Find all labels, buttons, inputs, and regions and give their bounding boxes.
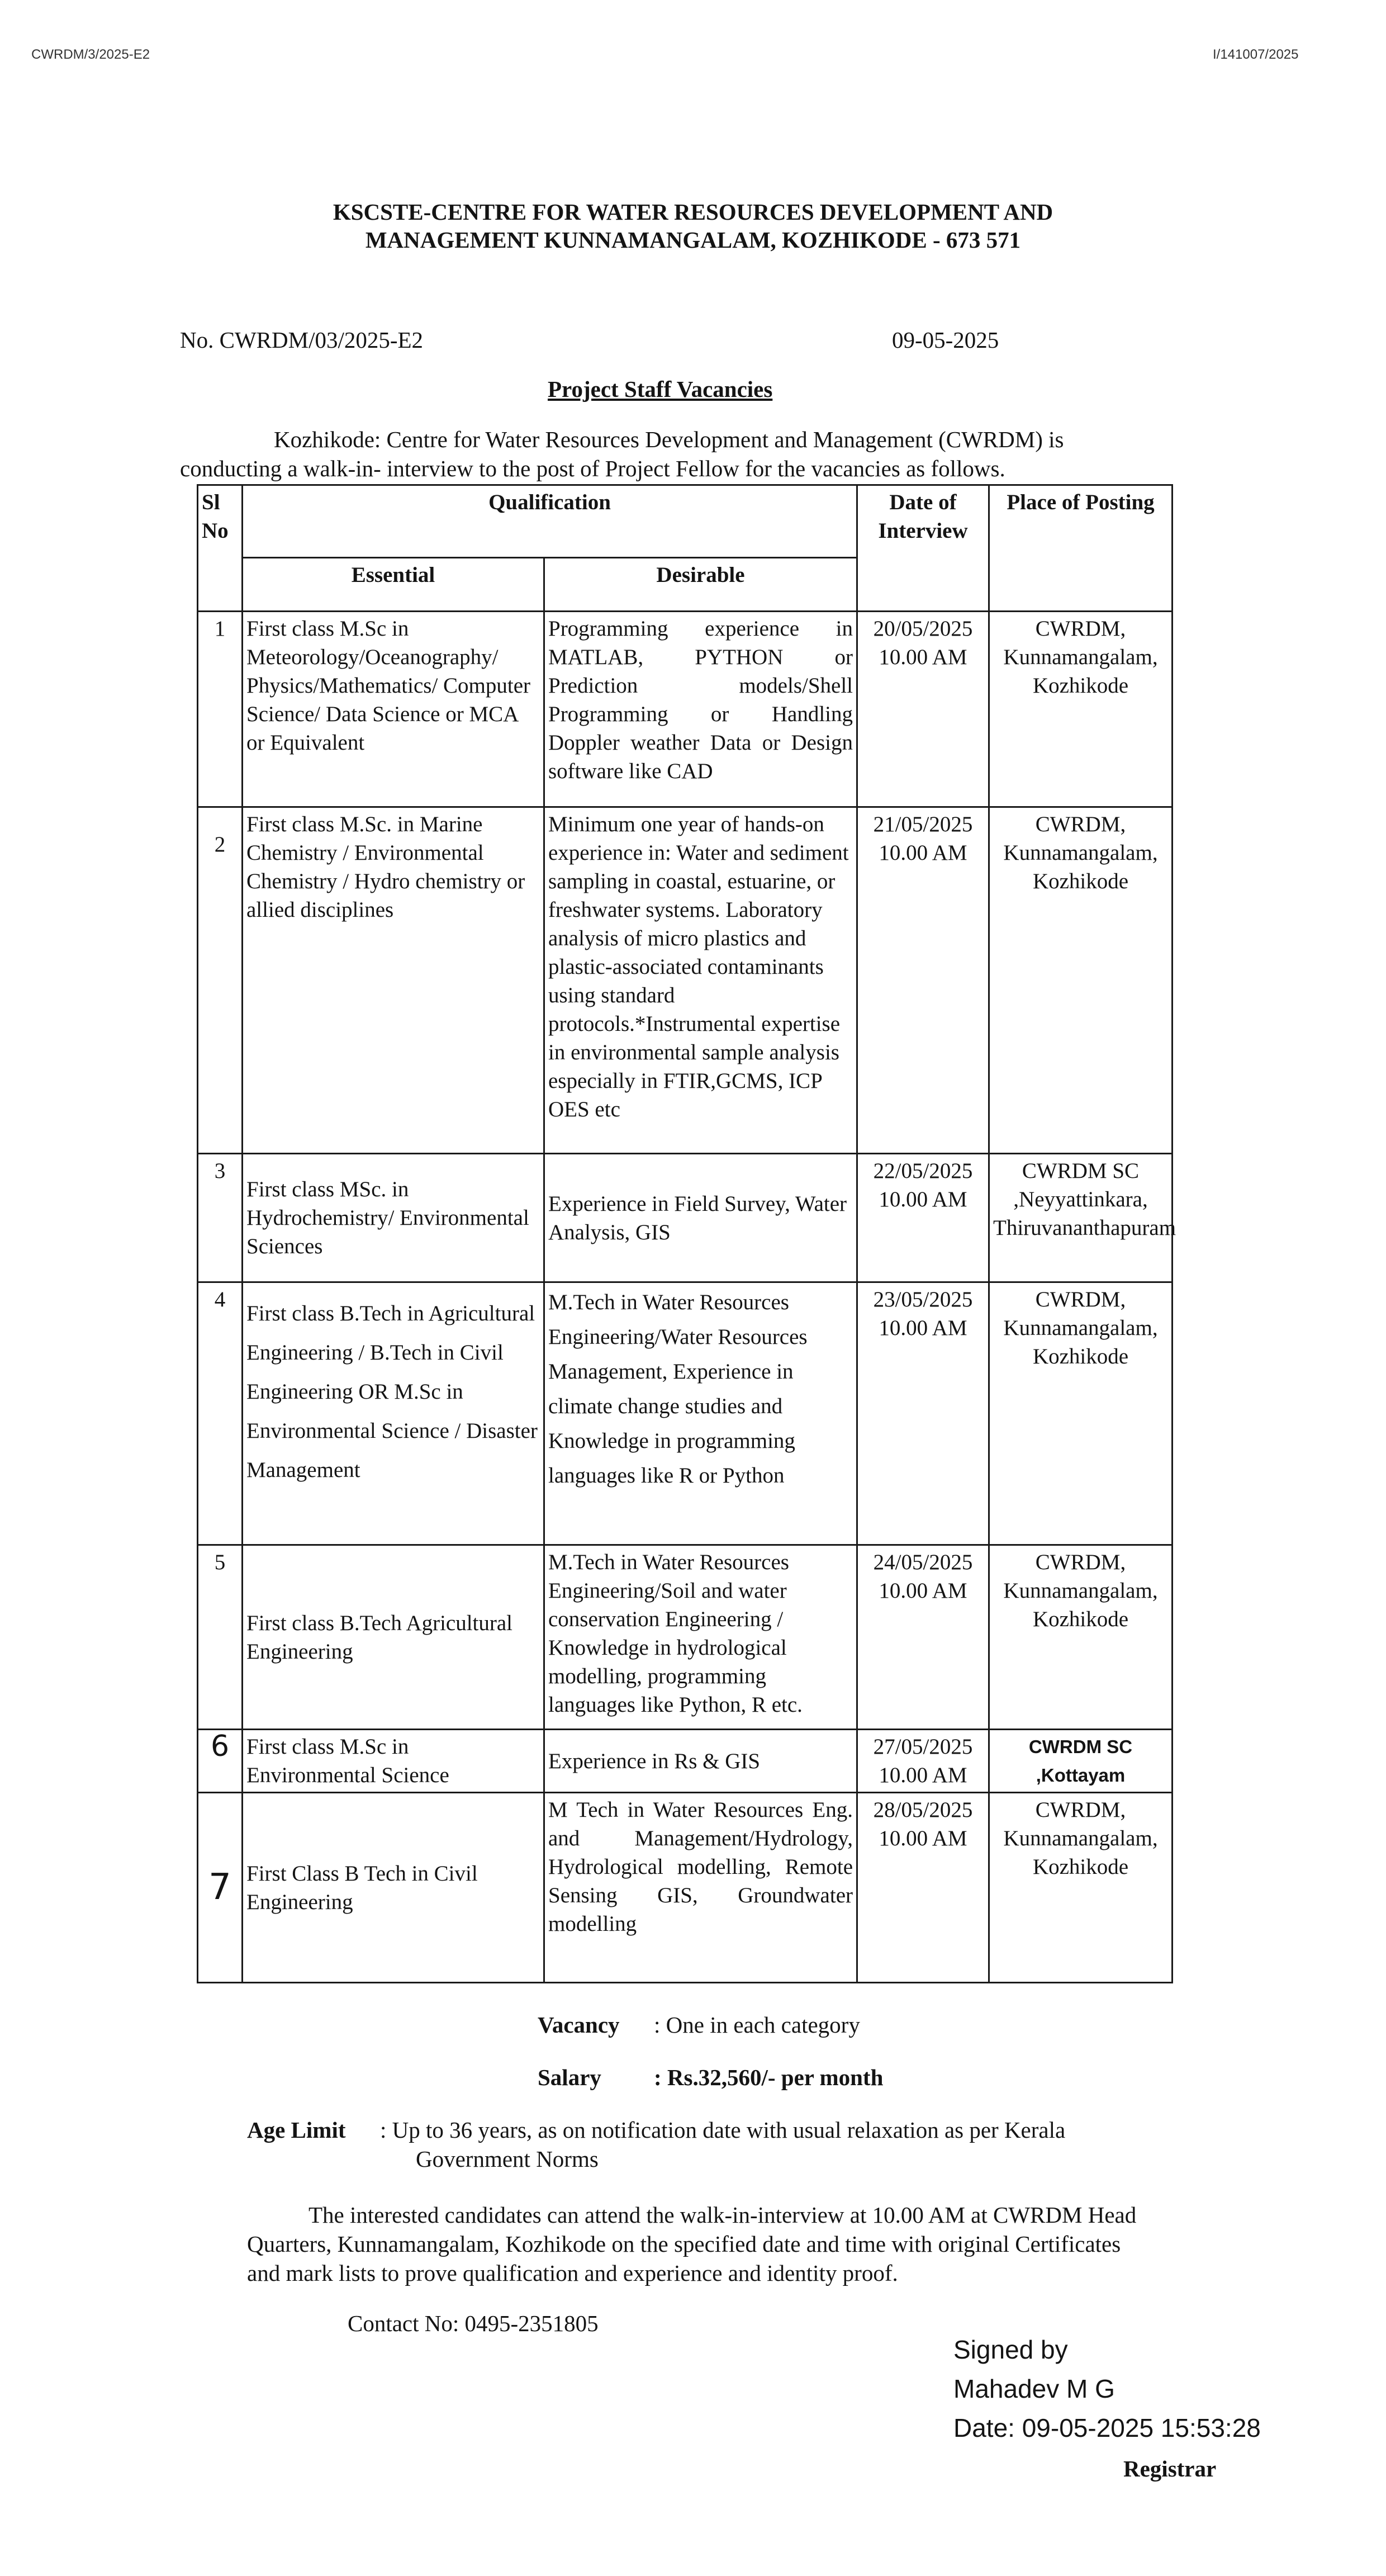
row-time-value: 10.00 AM xyxy=(879,1763,967,1787)
header-date-of-interview: Date of Interview xyxy=(857,485,989,612)
row-time-value: 10.00 AM xyxy=(879,841,967,865)
closing-line-2: Quarters, Kunnamangalam, Kozhikode on the specified date and time with original Certificates xyxy=(247,2231,1121,2257)
row-desirable: M.Tech in Water Resources Engineering/Water Resources Management, Experience in climate change studies and Knowledge in programming languages like R or Python xyxy=(544,1282,857,1545)
row-date xyxy=(857,1282,989,1545)
header-desirable: Desirable xyxy=(544,558,857,612)
header-essential: Essential xyxy=(243,558,544,612)
row-date-value: 24/05/2025 xyxy=(873,1550,973,1574)
row-time-value: 10.00 AM xyxy=(879,1579,967,1603)
subject-heading: Project Staff Vacancies xyxy=(548,376,773,402)
table-row xyxy=(198,1545,1173,1730)
header-sl-no: Sl No xyxy=(198,485,243,612)
row-desirable: M Tech in Water Resources Eng. and Management/Hydrology, Hydrological modelling, Remote Sensing GIS, Groundwater modelling xyxy=(544,1793,857,1983)
row-date xyxy=(857,612,989,807)
signature-date: Date: 09-05-2025 15:53:28 xyxy=(953,2413,1261,2442)
row-date-value: 23/05/2025 xyxy=(873,1287,973,1311)
closing-line-1: The interested candidates can attend the walk-in-interview at 10.00 AM at CWRDM Head xyxy=(308,2202,1137,2228)
signature-name: Mahadev M G xyxy=(953,2374,1115,2403)
age-limit-value-line1: : Up to 36 years, as on notification date with usual relaxation as per Kerala xyxy=(380,2117,1066,2143)
row-desirable: Programming experience in MATLAB, PYTHON or Prediction models/Shell Programming or Handling Doppler weather Data or Design software like CAD xyxy=(544,612,857,807)
row-sl: 6 xyxy=(198,1730,243,1793)
row-sl: 3 xyxy=(198,1154,243,1282)
reference-date: 09-05-2025 xyxy=(892,327,999,353)
row-date-value: 20/05/2025 xyxy=(873,617,973,641)
row-desirable: Experience in Rs & GIS xyxy=(544,1730,857,1793)
row-desirable: M.Tech in Water Resources Engineering/Soil and water conservation Engineering / Knowledge in hydrological modelling, programming languages like Python, R etc. xyxy=(544,1545,857,1730)
row-desirable: Experience in Field Survey, Water Analysis, GIS xyxy=(544,1154,857,1282)
contact-number: Contact No: 0495-2351805 xyxy=(348,2310,599,2336)
row-place: CWRDM, Kunnamangalam, Kozhikode xyxy=(989,1545,1173,1730)
row-date-value: 27/05/2025 xyxy=(873,1735,973,1759)
row-place: CWRDM, Kunnamangalam, Kozhikode xyxy=(989,612,1173,807)
table-row xyxy=(198,807,1173,1154)
header-qualification: Qualification xyxy=(243,485,857,558)
row-sl: 2 xyxy=(198,807,243,1154)
row-date-value: 28/05/2025 xyxy=(873,1798,973,1822)
row-date-value: 22/05/2025 xyxy=(873,1159,973,1183)
row-place: CWRDM, Kunnamangalam, Kozhikode xyxy=(989,807,1173,1154)
salary-value: : Rs.32,560/- per month xyxy=(654,2064,884,2090)
row-sl: 1 xyxy=(198,612,243,807)
vacancy-label: Vacancy xyxy=(538,2012,620,2038)
row-place: CWRDM SC ,Neyyattinkara, Thiruvananthapuram xyxy=(989,1154,1173,1282)
row-essential: First class M.Sc in Meteorology/Oceanography/ Physics/Mathematics/ Computer Science/ Data Science or MCA or Equivalent xyxy=(243,612,544,807)
row-essential: First class M.Sc in Environmental Science xyxy=(243,1730,544,1793)
row-essential: First Class B Tech in Civil Engineering xyxy=(243,1793,544,1983)
signature-line-1: Signed by xyxy=(953,2335,1068,2364)
table-row xyxy=(198,1730,1173,1793)
intro-line-1: Kozhikode: Centre for Water Resources Development and Management (CWRDM) is xyxy=(274,427,1064,452)
row-sl: 5 xyxy=(198,1545,243,1730)
row-essential: First class M.Sc. in Marine Chemistry / Environmental Chemistry / Hydro chemistry or allied disciplines xyxy=(243,807,544,1154)
table-row xyxy=(198,1793,1173,1983)
row-sl: 4 xyxy=(198,1282,243,1545)
file-ref-left: CWRDM/3/2025-E2 xyxy=(31,47,150,62)
age-limit-value-line2: Government Norms xyxy=(416,2146,599,2172)
institution-title-line2: MANAGEMENT KUNNAMANGALAM, KOZHIKODE - 673 571 xyxy=(365,227,1021,253)
row-date-value: 21/05/2025 xyxy=(873,812,973,836)
row-desirable: Minimum one year of hands-on experience in: Water and sediment sampling in coastal, estuarine, or freshwater systems. Laboratory analysis of micro plastics and plastic-associated contaminants using standard protocols.*Instrumental expertise in environmental sample analysis especially in FTIR,GCMS, ICP OES etc xyxy=(544,807,857,1154)
table-row xyxy=(198,1282,1173,1545)
table-row xyxy=(198,1154,1173,1282)
row-essential: First class MSc. in Hydrochemistry/ Environmental Sciences xyxy=(243,1154,544,1282)
reference-number: No. CWRDM/03/2025-E2 xyxy=(180,327,424,353)
institution-title-line1: KSCSTE-CENTRE FOR WATER RESOURCES DEVELOPMENT AND xyxy=(333,199,1053,225)
row-date xyxy=(857,1730,989,1793)
row-time-value: 10.00 AM xyxy=(879,645,967,669)
row-place: CWRDM, Kunnamangalam, Kozhikode xyxy=(989,1282,1173,1545)
closing-line-3: and mark lists to prove qualification and experience and identity proof. xyxy=(247,2260,898,2286)
row-date xyxy=(857,1545,989,1730)
vacancy-value: : One in each category xyxy=(654,2012,860,2038)
row-place: CWRDM SC ,Kottayam xyxy=(989,1730,1173,1793)
row-date xyxy=(857,807,989,1154)
vacancy-table xyxy=(197,484,1176,1983)
row-sl: 7 xyxy=(198,1793,243,1983)
row-date xyxy=(857,1793,989,1983)
age-limit-label: Age Limit xyxy=(247,2117,346,2143)
row-time-value: 10.00 AM xyxy=(879,1826,967,1850)
row-place: CWRDM, Kunnamangalam, Kozhikode xyxy=(989,1793,1173,1983)
file-ref-right: I/141007/2025 xyxy=(1213,47,1299,62)
header-place-of-posting: Place of Posting xyxy=(989,485,1173,612)
row-essential: First class B.Tech in Agricultural Engineering / B.Tech in Civil Engineering OR M.Sc in Environmental Science / Disaster Management xyxy=(243,1282,544,1545)
salary-label: Salary xyxy=(538,2064,601,2090)
row-essential: First class B.Tech Agricultural Engineering xyxy=(243,1545,544,1730)
row-date xyxy=(857,1154,989,1282)
row-time-value: 10.00 AM xyxy=(879,1187,967,1211)
row-time-value: 10.00 AM xyxy=(879,1316,967,1340)
intro-line-2: conducting a walk-in- interview to the post of Project Fellow for the vacancies as follows. xyxy=(180,456,1005,481)
table-row xyxy=(198,612,1173,807)
signatory-designation: Registrar xyxy=(1123,2456,1217,2482)
